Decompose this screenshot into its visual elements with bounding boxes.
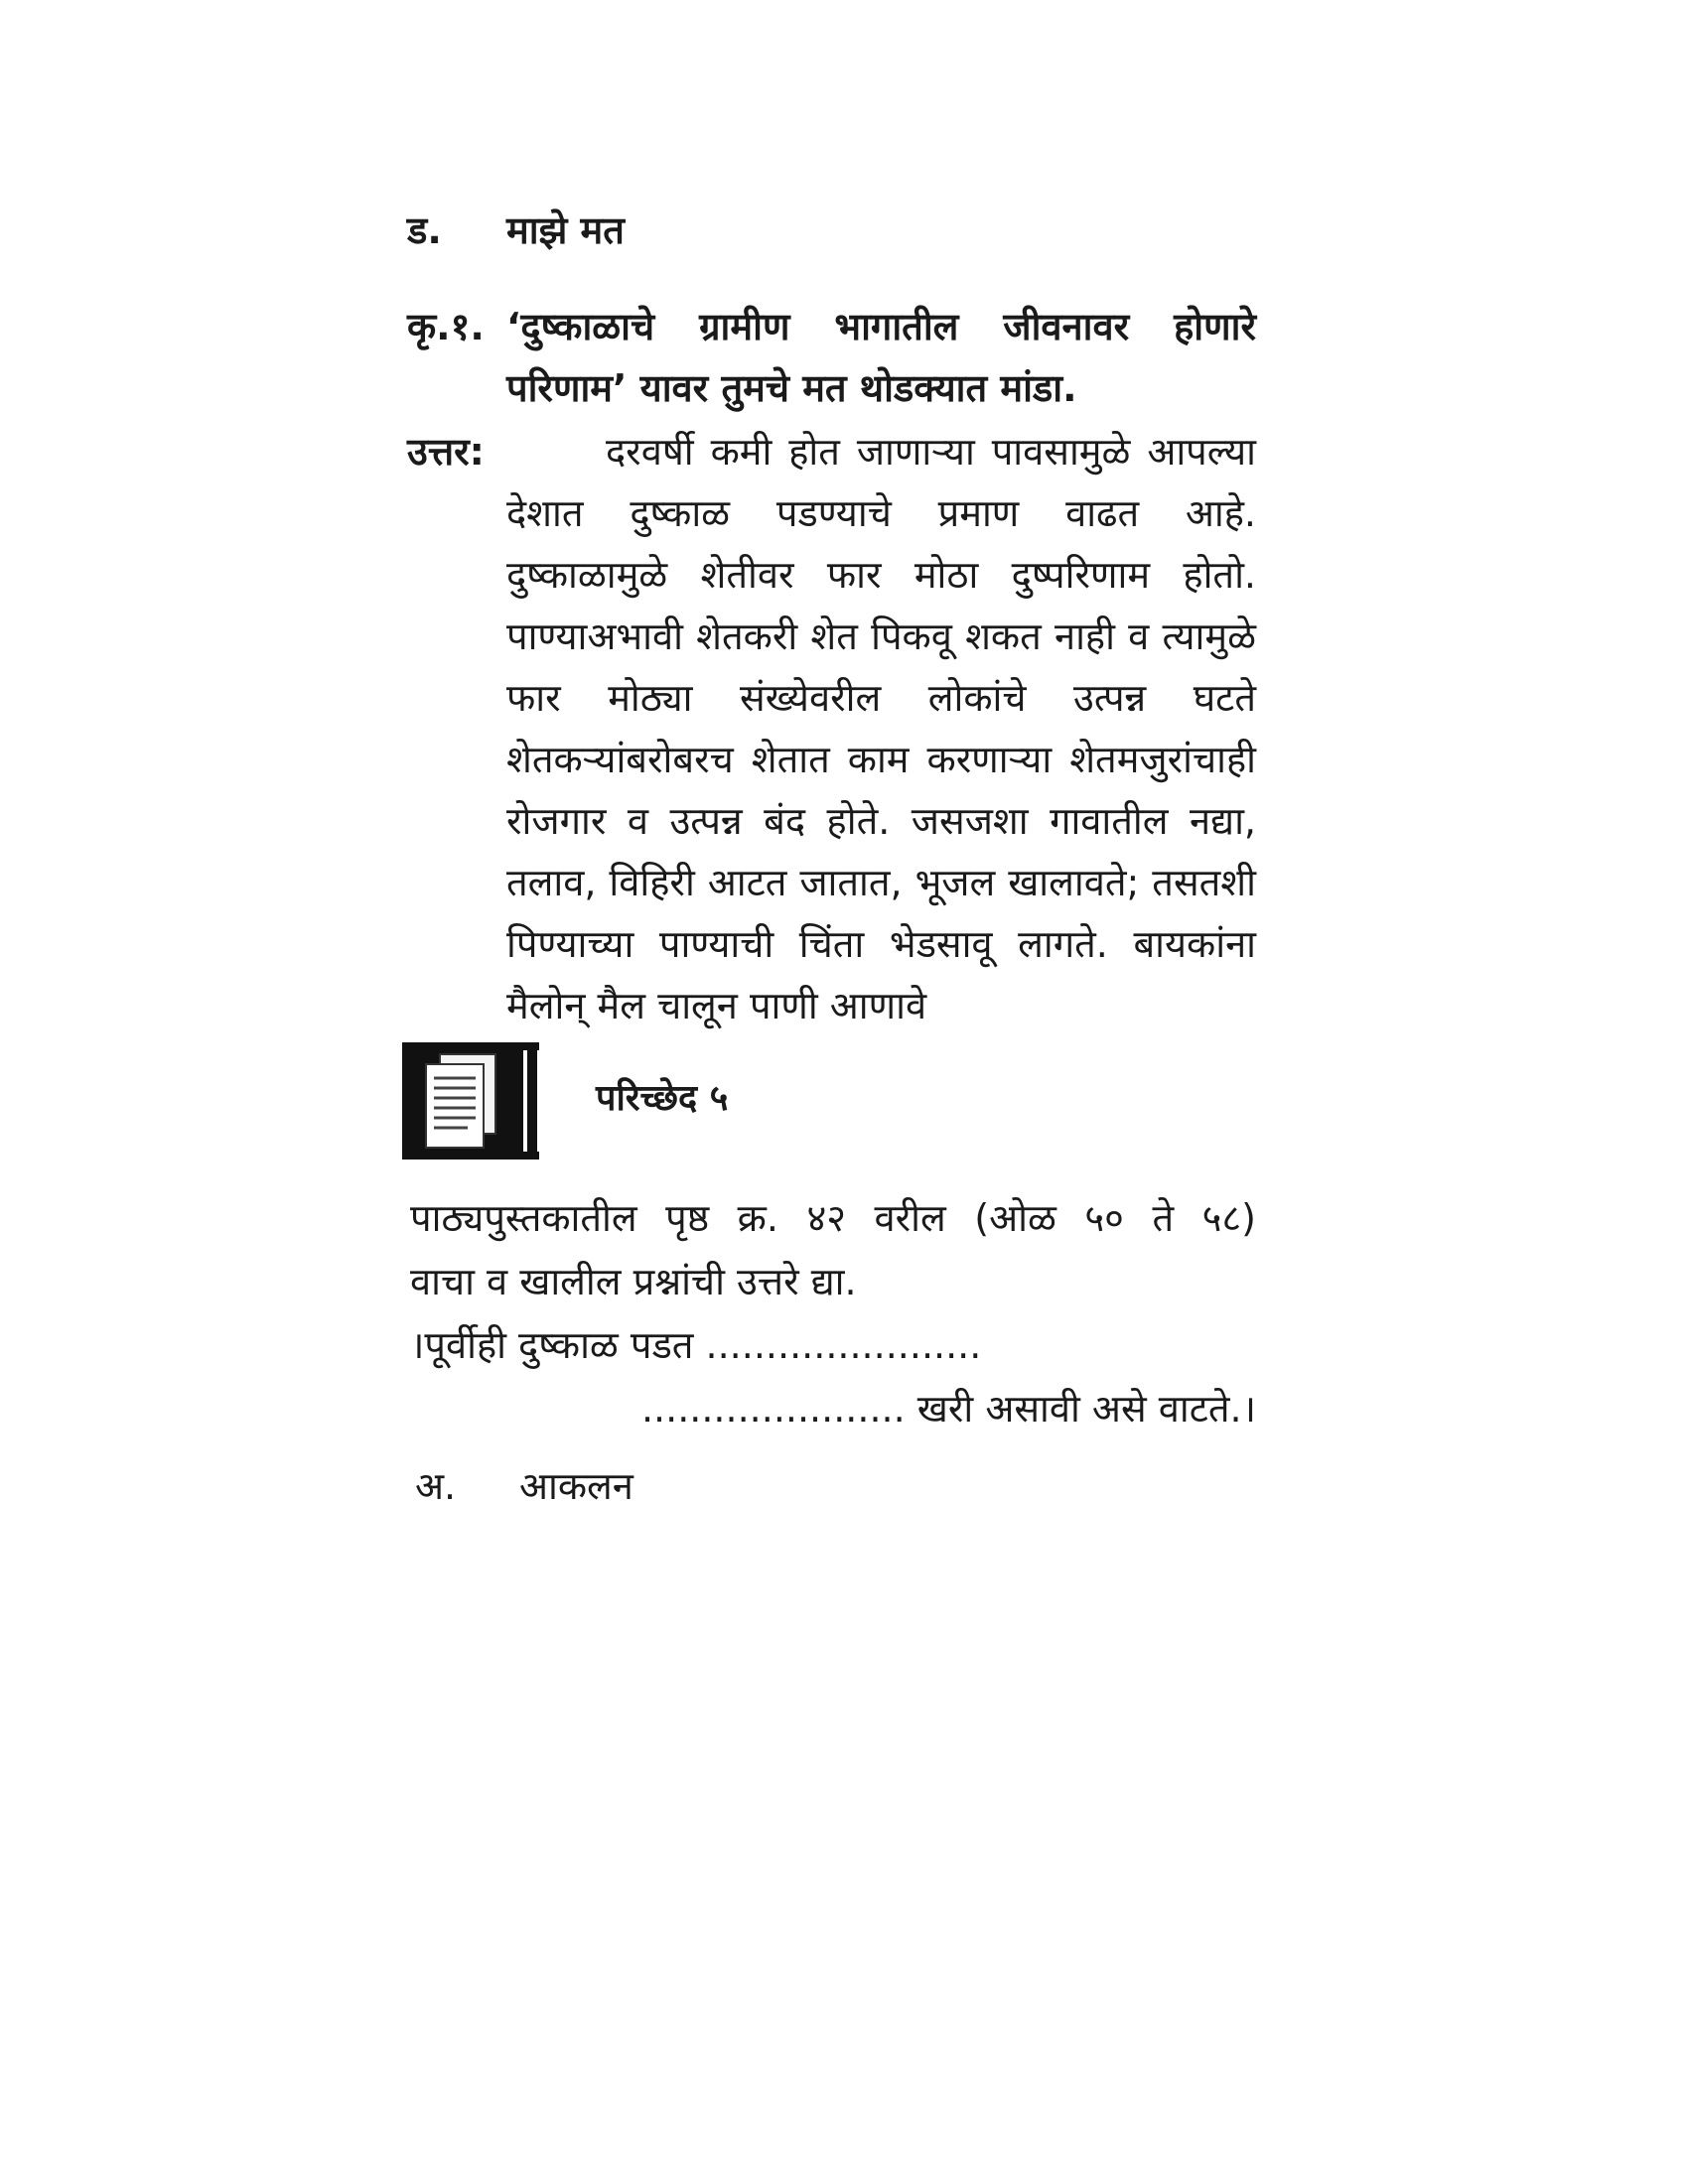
paragraph-header xyxy=(402,1042,728,1160)
answer-text: दरवर्षी कमी होत जाणाऱ्या पावसामुळे आपल्या देशात दुष्काळ पडण्याचे प्रमाण वाढत आहे. दुष्काळामुळे शेतीवर फार मोठा दुष्परिणाम होतो. पाण्याअभावी शेतकरी शेत पिकवू शकत नाही व त्यामुळे फार मोठ्या संख्येवरील लोकांचे उत्पन्न घटते शेतकऱ्यांबरोबरच शेतात काम करणाऱ्या शेतमजुरांचाही रोजगार व उत्पन्न बंद होते. जसजशा गावातील नद्या, तलाव, विहिरी आटत जातात, भूजल खालावते; तसतशी पिण्याच्या पाण्याची चिंता भेडसावू लागते. बायकांना मैलोन् मैल चालून पाणी आणावे xyxy=(506,430,1256,1027)
passage-instruction-line-1: पाठ्यपुस्तकातील पृष्ठ क्र. ४२ वरील (ओळ ५० ते ५८) xyxy=(410,1196,1256,1240)
section-heading-a xyxy=(415,1459,633,1511)
question-text: ‘दुष्काळाचे ग्रामीण भागातील जीवनावर होणारे परिणाम’ यावर तुमचे मत थोडक्यात मांडा. xyxy=(506,305,1256,410)
question xyxy=(407,296,1256,419)
document-icon xyxy=(402,1042,541,1160)
excerpt-end: ...................... खरी असावी असे वाटते.। xyxy=(640,1387,1256,1431)
section-heading-d xyxy=(407,204,1256,255)
section-letter: ड. xyxy=(407,208,442,252)
section-letter: अ. xyxy=(415,1464,457,1508)
excerpt-start: ।पूर्वीही दुष्काळ पडत ....................... xyxy=(410,1323,982,1367)
section-title: आकलन xyxy=(519,1464,633,1508)
paragraph-title: परिच्छेद ५ xyxy=(596,1077,729,1119)
passage-instruction-line-2: वाचा व खालील प्रश्नांची उत्तरे द्या. xyxy=(410,1260,857,1303)
answer xyxy=(407,421,1256,1036)
question-number: कृ.१. xyxy=(407,305,485,348)
passage-block xyxy=(410,1186,1256,1440)
answer-label: उत्तर: xyxy=(407,430,485,474)
question-answer-block xyxy=(407,296,1256,1036)
section-title: माझे मत xyxy=(506,208,625,252)
